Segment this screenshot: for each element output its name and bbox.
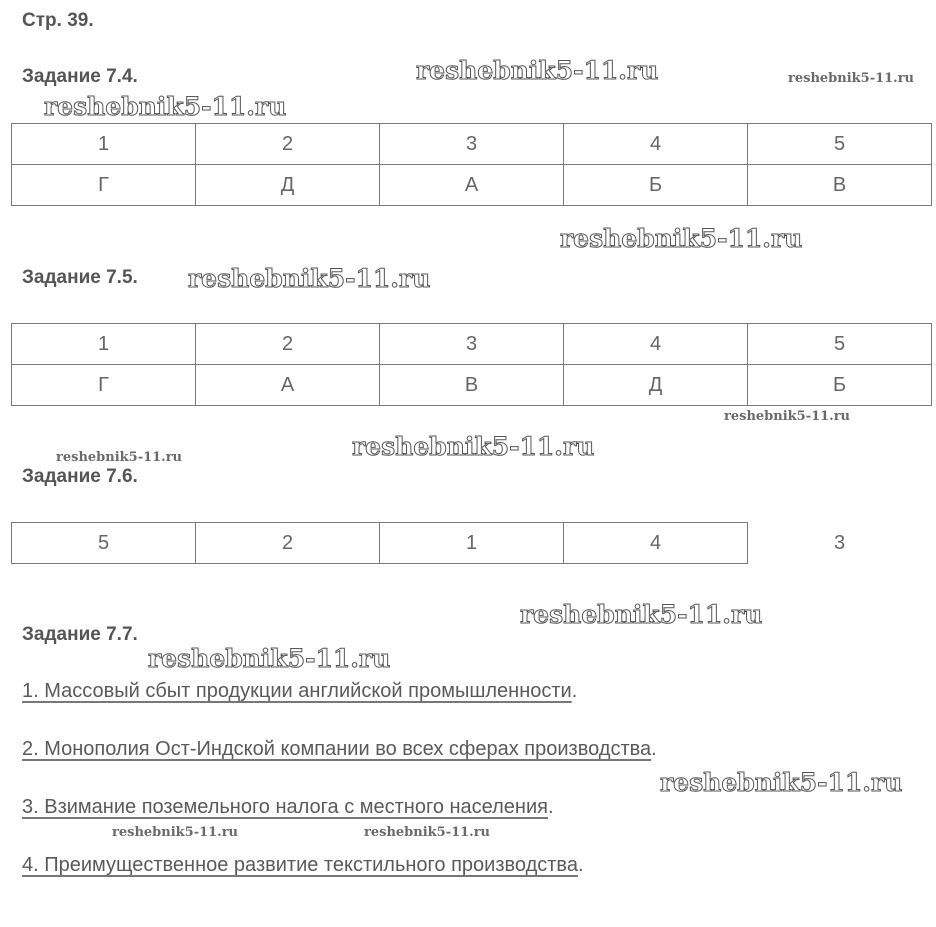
task-title-7-4: Задание 7.4. (22, 66, 138, 87)
answer-table-7-5 (11, 323, 932, 406)
task-title-7-6: Задание 7.6. (22, 466, 138, 487)
table-cell: Д (564, 365, 748, 406)
table-row (12, 324, 932, 365)
answer-table-7-6 (11, 522, 931, 564)
watermark-logo: reshebnik5-11.ru (788, 71, 915, 86)
table-cell: Б (748, 365, 932, 406)
answer-period: . (577, 854, 584, 876)
watermark-logo: reshebnik5-11.ru (520, 600, 763, 629)
list-item (22, 738, 657, 796)
watermark-logo: reshebnik5-11.ru (352, 432, 595, 461)
table-cell: Г (12, 365, 196, 406)
answer-period: . (651, 738, 657, 760)
table-row (12, 523, 932, 564)
table-cell: 4 (564, 324, 748, 365)
watermark-logo: reshebnik5-11.ru (364, 825, 491, 840)
answer-table-7-4 (11, 123, 932, 206)
table-cell: 2 (196, 523, 380, 564)
table-cell: 4 (564, 523, 748, 564)
table-cell: 1 (380, 523, 564, 564)
table-cell: 5 (12, 523, 196, 564)
table-cell: 3 (380, 124, 564, 165)
table-cell: 2 (196, 324, 380, 365)
table-cell: Д (196, 165, 380, 206)
watermark-logo: reshebnik5-11.ru (416, 56, 659, 85)
table-cell: 5 (748, 324, 932, 365)
table-cell: В (748, 165, 932, 206)
watermark-logo: reshebnik5-11.ru (112, 825, 239, 840)
answer-period: . (547, 796, 554, 818)
watermark-logo: reshebnik5-11.ru (56, 450, 183, 465)
table-cell: 3 (380, 324, 564, 365)
watermark-logo: reshebnik5-11.ru (188, 264, 431, 293)
task-title-7-7: Задание 7.7. (22, 624, 138, 645)
list-item (22, 680, 657, 738)
table-cell: 5 (748, 124, 932, 165)
watermark-logo: reshebnik5-11.ru (44, 92, 287, 121)
answer-text: 3. Взимание поземельного налога с местного населения (22, 796, 548, 818)
table-row (12, 124, 932, 165)
watermark-logo: reshebnik5-11.ru (660, 768, 903, 797)
table-cell: Б (564, 165, 748, 206)
table-cell: Г (12, 165, 196, 206)
answer-list-7-7 (22, 680, 657, 912)
page-label: Стр. 39. (22, 10, 94, 31)
watermark-logo: reshebnik5-11.ru (148, 644, 391, 673)
table-cell: 2 (196, 124, 380, 165)
task-title-7-5: Задание 7.5. (22, 267, 138, 288)
table-cell: А (380, 165, 564, 206)
table-cell: 1 (12, 124, 196, 165)
answer-text: 4. Преимущественное развитие текстильного производства (22, 854, 578, 876)
table-cell: А (196, 365, 380, 406)
table-cell: В (380, 365, 564, 406)
table-row (12, 365, 932, 406)
watermark-logo: reshebnik5-11.ru (724, 409, 851, 424)
list-item (22, 854, 657, 912)
answer-period: . (571, 680, 578, 702)
answer-text: 1. Массовый сбыт продукции английской промышленности (22, 680, 572, 702)
table-cell: 3 (748, 523, 932, 564)
table-cell: 4 (564, 124, 748, 165)
watermark-logo: reshebnik5-11.ru (560, 224, 803, 253)
table-cell: 1 (12, 324, 196, 365)
table-row (12, 165, 932, 206)
answer-text: 2. Монополия Ост-Индской компании во всех сферах производства (22, 738, 652, 760)
